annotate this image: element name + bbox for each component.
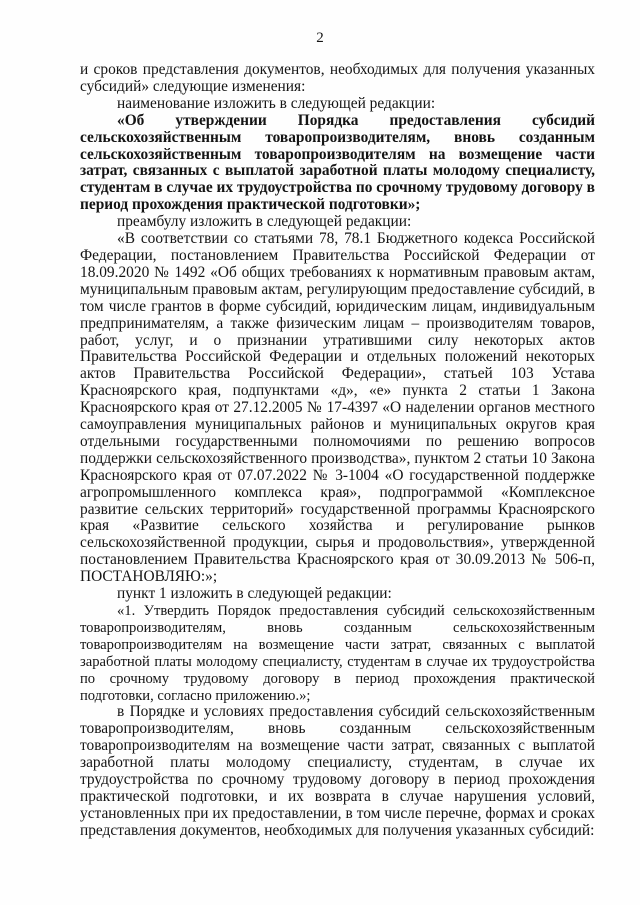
page-number: 2 (316, 30, 324, 46)
paragraph-item1-edit-instruction: пункт 1 изложить в следующей редакции: (117, 585, 392, 603)
document-body (80, 62, 595, 840)
paragraph-procedure-changes: в Порядке и условиях предоставления субсидий сельскохозяйственным товаропроизводителям, вновь созданным сельскохозяйственным товаропроизводителям на возмещение части затрат, связанных с выплатой заработной платы молодому специалисту, студентам, в случае их трудоустройства по срочному трудовому договору в период прохождения практической подготовки, и их возврата в случае нарушения условий, установленных при их предоставлении, в том числе перечне, формах и сроках представления документов, необходимых для получения указанных субсидий: (80, 703, 595, 839)
paragraph-preamble-edit-instruction: преамбулу изложить в следующей редакции: (117, 213, 412, 231)
paragraph-title-edit-instruction: наименование изложить в следующей редакции: (117, 94, 436, 112)
paragraph-changes-intro: и сроков представления документов, необходимых для получения указанных субсидий» следующие изменения: (80, 61, 595, 95)
paragraph-new-preamble: «В соответствии со статьями 78, 78.1 Бюджетного кодекса Российской Федерации, постановлением Правительства Российской Федерации от 18.09.2020 № 1492 «Об общих требованиях к нормативным правовым актам, муниципальным правовым актам, регулирующим предоставление субсидий, в том числе грантов в форме субсидий, юридическим лицам, индивидуальным предпринимателям, а также физическим лицам – производителям товаров, работ, услуг, и о признании утратившими силу некоторых актов Правительства Российской Федерации и отдельных положений некоторых актов Правительства Российской Федерации», статьей 103 Устава Красноярского края, подпунктами «д», «е» пункта 2 статьи 1 Закона Красноярского края от 27.12.2005 № 17-4397 «О наделении органов местного самоуправления муниципальных районов и муниципальных округов края отдельными государственными полномочиями по решению вопросов поддержки сельскохозяйственного производства», пунктом 2 статьи 10 Закона Красноярского края от 07.07.2022 № 3-1004 «О государственной поддержке агропромышленного комплекса края», подпрограммой «Комплексное развитие сельских территорий» государственной программы Красноярского края «Развитие сельского хозяйства и регулирование рынков сельскохозяйственной продукции, сырья и продовольствия», утвержденной постановлением Правительства Красноярского края от 30.09.2013 № 506-п, ПОСТАНОВЛЯЮ:»; (80, 230, 595, 586)
paragraph-new-item1: «1. Утвердить Порядок предоставления субсидий сельскохозяйственным товаропроизводителям, вновь созданным сельскохозяйственным товаропроизводителям на возмещение части затрат, связанных с выплатой заработной платы молодому специалисту, студентам в случае их трудоустройства по срочному трудовому договору в период прохождения практической подготовки, согласно приложению.»; (80, 603, 595, 704)
paragraph-new-title: «Об утверждении Порядка предоставления субсидий сельскохозяйственным товаропроизводителям, вновь созданным сельскохозяйственным товаропроизводителям на возмещение части затрат, связанных с выплатой заработной платы молодому специалисту, студентам в случае их трудоустройства по срочному трудовому договору в период прохождения практической подготовки»; (80, 111, 595, 214)
